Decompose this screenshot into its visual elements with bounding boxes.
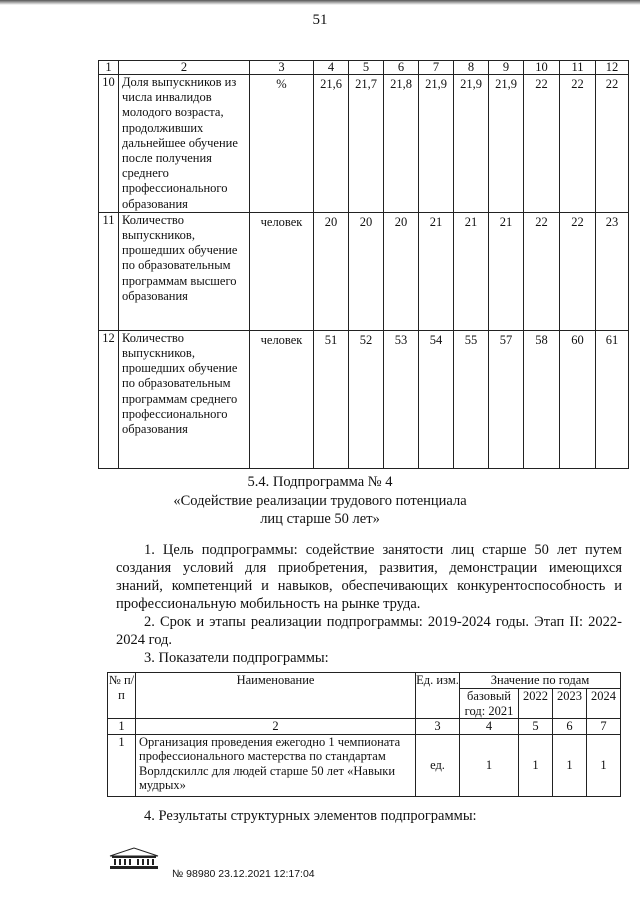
header-cell: 7 xyxy=(419,61,454,75)
paragraph-goal: 1. Цель подпрограммы: содействие занятости лиц старше 50 лет путем создания условий для приобретения, развития, демонстрации имеющихся знаний, компетенций и навыков, обеспечивающих конкурентоспособность и профессиональную мобильность на рынке труда. xyxy=(116,542,622,612)
table-row xyxy=(99,75,629,213)
header-year: 2023 xyxy=(553,689,587,719)
header-year: 2024 xyxy=(587,689,621,719)
value-cell: 55 xyxy=(454,330,489,468)
header-cell: 1 xyxy=(99,61,119,75)
header-cell: 4 xyxy=(314,61,349,75)
scan-top-edge xyxy=(0,0,640,5)
header-values: Значение по годам xyxy=(460,673,621,689)
value-cell: 21 xyxy=(454,212,489,330)
registry-stamp-icon xyxy=(108,846,160,870)
header-cell: 12 xyxy=(596,61,629,75)
value-cell: 60 xyxy=(560,330,596,468)
value-cell: 20 xyxy=(384,212,419,330)
value-cell: 23 xyxy=(596,212,629,330)
value-cell: 61 xyxy=(596,330,629,468)
unit: человек xyxy=(250,330,314,468)
value-cell: 21 xyxy=(489,212,524,330)
indicator-name: Количество выпускников, прошедших обучение по образовательным программам среднего профессионального образования xyxy=(119,330,250,468)
value-cell: 1 xyxy=(587,734,621,796)
header-cell: 3 xyxy=(250,61,314,75)
subprogram-indicators-table xyxy=(107,672,621,797)
header-unit: Ед. изм. xyxy=(416,673,460,719)
section-title: 5.4. Подпрограмма № 4 xyxy=(247,474,393,490)
unit: ед. xyxy=(416,734,460,796)
section-subtitle-1: «Содействие реализации трудового потенциала xyxy=(173,493,467,509)
document-registration-number: № 98980 23.12.2021 12:17:04 xyxy=(172,868,315,880)
value-cell: 21,9 xyxy=(419,75,454,213)
value-cell: 21,7 xyxy=(349,75,384,213)
paragraph-results: 4. Результаты структурных элементов подпрограммы: xyxy=(144,808,477,824)
value-cell: 1 xyxy=(519,734,553,796)
table-row xyxy=(99,330,629,468)
value-cell: 21,9 xyxy=(489,75,524,213)
row-number: 1 xyxy=(108,734,136,796)
header-cell: 10 xyxy=(524,61,560,75)
index-cell: 3 xyxy=(416,719,460,735)
paragraph-terms: 2. Срок и этапы реализации подпрограммы: 2019-2024 годы. Этап II: 2022-2024 год. xyxy=(116,614,622,648)
unit: % xyxy=(250,75,314,213)
header-name: Наименование xyxy=(136,673,416,719)
header-year: 2022 xyxy=(519,689,553,719)
value-cell: 22 xyxy=(596,75,629,213)
value-cell: 1 xyxy=(553,734,587,796)
value-cell: 21,8 xyxy=(384,75,419,213)
value-cell: 54 xyxy=(419,330,454,468)
header-cell: 9 xyxy=(489,61,524,75)
page-number: 51 xyxy=(312,12,328,28)
value-cell: 20 xyxy=(349,212,384,330)
value-cell: 21,6 xyxy=(314,75,349,213)
section-subtitle-2: лиц старше 50 лет» xyxy=(260,511,380,527)
indicator-name: Доля выпускников из числа инвалидов молодого возраста, продолживших дальнейшее обучение после получения среднего профессионального образования xyxy=(119,75,250,213)
value-cell: 22 xyxy=(524,75,560,213)
value-cell: 58 xyxy=(524,330,560,468)
index-cell: 1 xyxy=(108,719,136,735)
index-row xyxy=(108,719,621,735)
header-cell: 2 xyxy=(119,61,250,75)
indicators-table-continued xyxy=(98,60,629,469)
indicator-name: Количество выпускников, прошедших обучение по образовательным программам высшего образования xyxy=(119,212,250,330)
row-number: 11 xyxy=(99,212,119,330)
value-cell: 52 xyxy=(349,330,384,468)
value-cell: 22 xyxy=(524,212,560,330)
header-cell: 11 xyxy=(560,61,596,75)
index-cell: 2 xyxy=(136,719,416,735)
value-cell: 21 xyxy=(419,212,454,330)
value-cell: 1 xyxy=(460,734,519,796)
value-cell: 53 xyxy=(384,330,419,468)
value-cell: 21,9 xyxy=(454,75,489,213)
table-row xyxy=(99,212,629,330)
value-cell: 22 xyxy=(560,75,596,213)
header-no: № п/п xyxy=(108,673,136,719)
table-header-row xyxy=(99,61,629,75)
value-cell: 22 xyxy=(560,212,596,330)
paragraph-indicators: 3. Показатели подпрограммы: xyxy=(144,650,329,666)
header-cell: 8 xyxy=(454,61,489,75)
index-cell: 5 xyxy=(519,719,553,735)
index-cell: 4 xyxy=(460,719,519,735)
row-number: 10 xyxy=(99,75,119,213)
value-cell: 51 xyxy=(314,330,349,468)
indicator-name: Организация проведения ежегодно 1 чемпионата профессионального мастерства по стандартам Ворлдскиллс для людей старше 50 лет «Навыки мудрых» xyxy=(136,734,416,796)
row-number: 12 xyxy=(99,330,119,468)
header-base-year: базовый год: 2021 xyxy=(460,689,519,719)
unit: человек xyxy=(250,212,314,330)
value-cell: 20 xyxy=(314,212,349,330)
table-row xyxy=(108,734,621,796)
index-cell: 6 xyxy=(553,719,587,735)
index-cell: 7 xyxy=(587,719,621,735)
header-cell: 5 xyxy=(349,61,384,75)
header-cell: 6 xyxy=(384,61,419,75)
value-cell: 57 xyxy=(489,330,524,468)
